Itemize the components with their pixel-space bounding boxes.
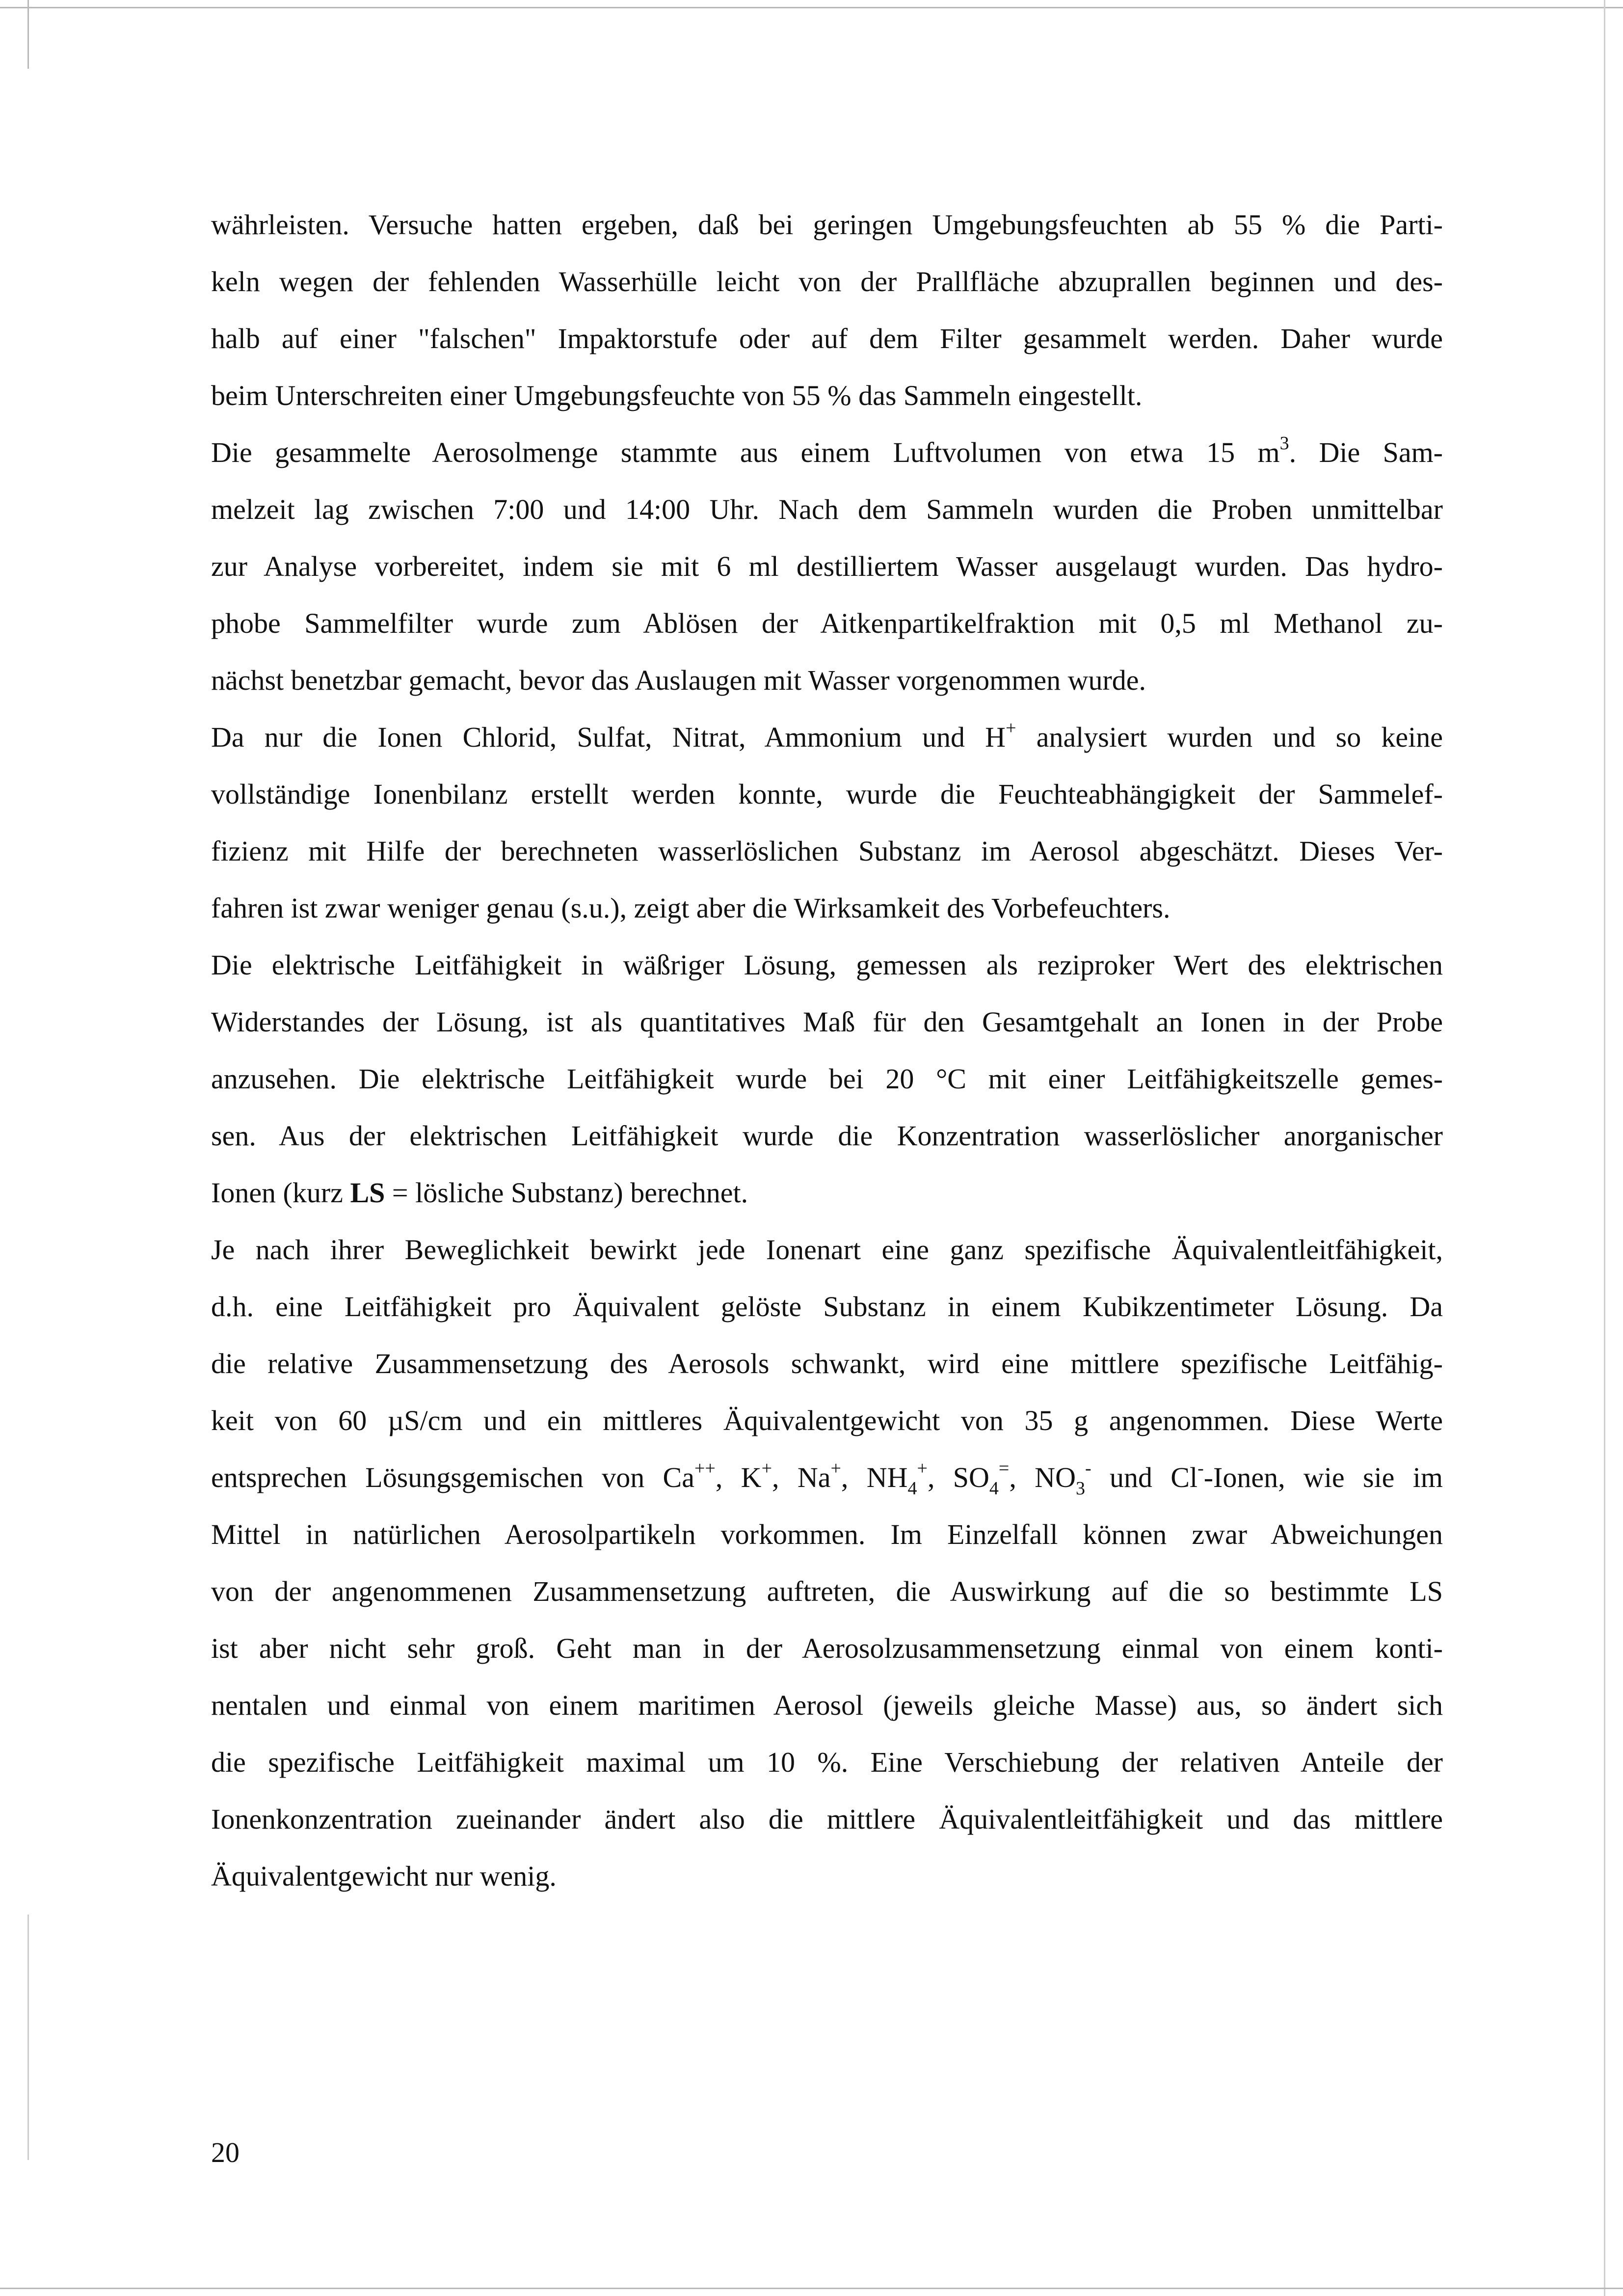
paragraph-3 xyxy=(211,709,1443,937)
subscript: 3 xyxy=(1075,1478,1085,1499)
text-line: nentalen und einmal von einem maritimen Aerosol (jeweils gleiche Masse) aus, so ändert sich xyxy=(211,1689,1443,1721)
text-line: fahren ist zwar weniger genau (s.u.), zeigt aber die Wirksamkeit des Vorbefeuchters. xyxy=(211,892,1171,924)
text-line: melzeit lag zwischen 7:00 und 14:00 Uhr. Nach dem Sammeln wurden die Proben unmittelbar xyxy=(211,493,1443,525)
text-line: phobe Sammelfilter wurde zum Ablösen der Aitkenpartikelfraktion mit 0,5 ml Methanol zu- xyxy=(211,607,1443,639)
scan-border-top xyxy=(0,7,1623,8)
text-line: die spezifische Leitfähigkeit maximal um 10 %. Eine Verschiebung der relativen Anteile der xyxy=(211,1746,1443,1778)
paragraph-4 xyxy=(211,937,1443,1221)
bold-term-ls: LS xyxy=(350,1177,385,1209)
paragraph-2 xyxy=(211,424,1443,709)
superscript-3: 3 xyxy=(1279,432,1289,454)
text-line xyxy=(211,709,1443,766)
text-line: Ionenkonzentration zueinander ändert also die mittlere Äquivalentleitfähigkeit und das mittlere xyxy=(211,1803,1443,1835)
superscript: + xyxy=(917,1458,928,1479)
text-line: keit von 60 µS/cm und ein mittleres Äquivalentgewicht von 35 g angenommen. Diese Werte xyxy=(211,1405,1443,1436)
text-fragment: , NO xyxy=(1009,1461,1076,1493)
text-line: Widerstandes der Lösung, ist als quantitatives Maß für den Gesamtgehalt an Ionen in der Probe xyxy=(211,1006,1443,1038)
superscript: = xyxy=(998,1458,1010,1479)
scan-border-left xyxy=(27,0,29,69)
text-line: Je nach ihrer Beweglichkeit bewirkt jede Ionenart eine ganz spezifische Äquivalentleitfähigkeit, xyxy=(211,1234,1443,1266)
text-fragment: , K xyxy=(715,1461,762,1493)
text-line: vollständige Ionenbilanz erstellt werden konnte, wurde die Feuchteabhängigkeit der Sammelef- xyxy=(211,778,1443,810)
text-line: halb auf einer "falschen" Impaktorstufe oder auf dem Filter gesammelt werden. Daher wurde xyxy=(211,323,1443,354)
text-fragment: Da nur die Ionen Chlorid, Sulfat, Nitrat, Ammonium und H xyxy=(211,721,1006,753)
text-fragment: , Na xyxy=(772,1461,831,1493)
paragraph-1 xyxy=(211,196,1443,424)
text-line: nächst benetzbar gemacht, bevor das Auslaugen mit Wasser vorgenommen wurde. xyxy=(211,664,1146,696)
superscript: - xyxy=(1197,1458,1204,1479)
text-line: von der angenommenen Zusammensetzung auftreten, die Auswirkung auf die so bestimmte LS xyxy=(211,1575,1443,1607)
body-text xyxy=(211,196,1443,1905)
text-line: Äquivalentgewicht nur wenig. xyxy=(211,1860,557,1892)
text-line: beim Unterschreiten einer Umgebungsfeuchte von 55 % das Sammeln eingestellt. xyxy=(211,379,1143,411)
text-line: Die elektrische Leitfähigkeit in wäßriger Lösung, gemessen als reziproker Wert des elektrischen xyxy=(211,949,1443,981)
text-fragment: , NH xyxy=(841,1461,908,1493)
text-line xyxy=(211,1164,1443,1221)
text-fragment: entsprechen Lösungsgemischen von Ca xyxy=(211,1461,694,1493)
text-line: ist aber nicht sehr groß. Geht man in der Aerosolzusammensetzung einmal von einem konti- xyxy=(211,1632,1443,1664)
text-fragment: , SO xyxy=(927,1461,989,1493)
scan-border-right xyxy=(1604,0,1605,2296)
text-line: währleisten. Versuche hatten ergeben, daß bei geringen Umgebungsfeuchten ab 55 % die Parti- xyxy=(211,209,1443,241)
text-line: sen. Aus der elektrischen Leitfähigkeit wurde die Konzentration wasserlöslicher anorganischer xyxy=(211,1120,1443,1152)
superscript: ++ xyxy=(694,1458,716,1479)
text-line: zur Analyse vorbereitet, indem sie mit 6 ml destilliertem Wasser ausgelaugt wurden. Das hydro- xyxy=(211,550,1443,582)
superscript: + xyxy=(761,1458,772,1479)
text-line: fizienz mit Hilfe der berechneten wasserlöslichen Substanz im Aerosol abgeschätzt. Dieses Ver- xyxy=(211,835,1443,867)
subscript: 4 xyxy=(907,1478,917,1499)
scan-border-bottom xyxy=(0,2288,1623,2289)
superscript: - xyxy=(1085,1458,1091,1479)
text-fragment: Die gesammelte Aerosolmenge stammte aus einem Luftvolumen von etwa 15 m xyxy=(211,436,1280,468)
superscript-plus: + xyxy=(1006,717,1016,738)
text-line: die relative Zusammensetzung des Aerosols schwankt, wird eine mittlere spezifische Leitfähig- xyxy=(211,1348,1443,1379)
superscript: + xyxy=(830,1458,841,1479)
text-line: anzusehen. Die elektrische Leitfähigkeit wurde bei 20 °C mit einer Leitfähigkeitszelle gemes- xyxy=(211,1063,1443,1095)
scan-border-left-lower xyxy=(27,1915,29,2160)
text-fragment: = lösliche Substanz) berechnet. xyxy=(385,1177,748,1209)
text-fragment: . Die Sam- xyxy=(1289,436,1443,468)
paragraph-5 xyxy=(211,1221,1443,1905)
subscript: 4 xyxy=(989,1478,999,1499)
text-line xyxy=(211,424,1443,481)
text-fragment: und Cl xyxy=(1091,1461,1198,1493)
text-line: keln wegen der fehlenden Wasserhülle leicht von der Prallfläche abzuprallen beginnen und des- xyxy=(211,266,1443,297)
ion-formula-line xyxy=(211,1449,1443,1506)
text-fragment: Ionen (kurz xyxy=(211,1177,350,1209)
text-line: d.h. eine Leitfähigkeit pro Äquivalent gelöste Substanz in einem Kubikzentimeter Lösung. Da xyxy=(211,1291,1443,1323)
page-number: 20 xyxy=(211,2136,239,2168)
text-fragment: -Ionen, wie sie im xyxy=(1203,1461,1443,1493)
text-line: Mittel in natürlichen Aerosolpartikeln vorkommen. Im Einzelfall können zwar Abweichungen xyxy=(211,1518,1443,1550)
text-fragment: analysiert wurden und so keine xyxy=(1016,721,1443,753)
